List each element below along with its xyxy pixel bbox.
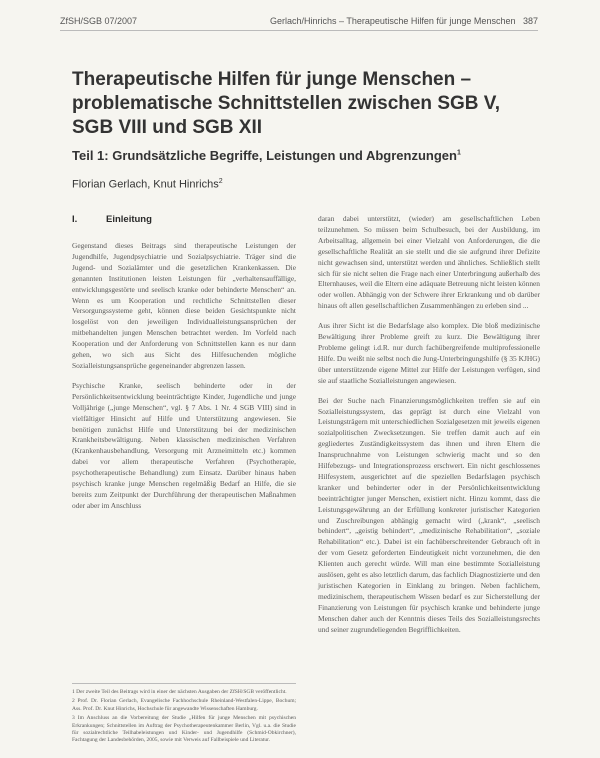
- article-subtitle: [72, 148, 542, 163]
- running-header: [60, 14, 538, 31]
- running-title: Gerlach/Hinrichs – Therapeutische Hilfen für junge Menschen: [270, 16, 516, 26]
- body-paragraph: Bei der Suche nach Finanzierungsmöglichkeiten treffen sie auf ein Sozialleistungssystem, das geprägt ist durch eine Vielzahl von Leistungsträgern mit unterschiedlichen Sozialgesetzen mit jeweils eigenen sozialpolitischen Zwecksetzungen. Sie treffen damit auch auf ein gegliedertes Zuständigkeitssystem das ihnen und ihren Eltern die Inanspruchnahme von Leistungen schwierig macht und so den Hilfebezugs- und Integrationsprozess erschwert. Ein nicht geschlossenes Hilfesystem, ausgerichtet auf die speziellen Bedarfslagen psychisch kranker und behinderter oder in der Persönlichkeitsentwicklung beeinträchtigter junger Menschen, existiert nicht. Hinzu kommt, dass die Leistungsgewährung an der Erfüllung konkreter juristischer Kategorien und Zuschreibungen abhängig gemacht wird („krank“, „seelisch behindert“, „geistig behindert“, „medizinische Rehabilitation“, „soziale Rehabilitation“ etc.). Dabei ist ein fachüberschreitender Gebrauch oft in der vom Gesetz geforderten Eindeutigkeit nicht vorzunehmen, die den Klienten auch gerecht würde. Will man eine bestimmte Sozialleistung auslösen, geht es also letztlich darum, das fachlich Diagnostizierte und den juristischen Kategorien in Einklang zu bringen. Neben fachlichem, medizinischem, therapeutischem Wissen bedarf es zur Sicherstellung der Finanzierung von Leistungen für psychisch kranke und behinderte junge Menschen daher auch der Kenntnis dieses Teils des Sozialleistungsrechts und seiner zugrundeliegenden Begrifflichkeiten.: [318, 395, 540, 634]
- footnotes: [72, 683, 296, 747]
- subtitle-text: Teil 1: Grundsätzliche Begriffe, Leistungen und Abgrenzungen: [72, 148, 457, 163]
- article-title: Therapeutische Hilfen für junge Menschen – problematische Schnittstellen zwischen SGB V, SGB VIII und SGB XII: [72, 69, 500, 138]
- footnote: 3 Im Anschluss an die Vorbereitung der Studie „Hilfen für junge Menschen mit psychischen Erkrankungen; Schnittstellen im Auftrag der Psychotherapeutenkammer Berlin, Vgl. u.a. die Studie für sozialrechtliche Teilhabeleistungen und Kinder- und Jugendhilfe (Schmid-Obkirchner), Fachtagung der Landesbehörden, 2005, sowie mit Verweis auf Fallbeispiele und Literatur.: [72, 715, 296, 744]
- body-paragraph: daran dabei unterstützt, (wieder) am gesellschaftlichen Leben teilzunehmen. So müssen beim Schulbesuch, bei der Ausbildung, im Arbeitsalltag, allgemein bei einer Vielzahl von Anforderungen, die die gesellschaftliche Realität an sie stellt und die sie aufgrund ihrer Defizite nicht gewachsen sind, unterstützt werden und ähnliches. Schließlich stellt sich für sie nicht selten die Frage nach einer Unterbringung außerhalb des Elternhauses, weil die Eltern eine adäquate Betreuung nicht leisten können oder wollen. Abhängig von der Schwere ihrer Erkrankung und ob darüber hinaus oft allen gesellschaftlichen Zusammenhängen zu erleben sind ...: [318, 214, 540, 311]
- section-number: I.: [72, 214, 78, 225]
- body-paragraph: Gegenstand dieses Beitrags sind therapeutische Leistungen der Jugendhilfe, Jugendpsychiatrie und Sozialpsychiatrie. Träger sind die Jugend- und Sozialämter und die gesetzlichen Krankenkassen. Die genannten Institutionen leisten Leistungen für „verhaltensauffällige, entwicklungsgestörte und seelisch kranke oder behinderte Menschen“ an. Wenn es um Kooperation und rechtliche Schnittstellen dieser Versorgungssysteme geht, können diese beiden Gesichtspunkte nicht losgelöst von den jeweiligen Individualleistungsansprüchen der mitbehandelten jungen Menschen betrachtet werden. Im Vorfeld nach Kooperation und der Anforderung von Schnittstellen kann es nur dann gehen, wo sich aus Sicht des Hilfesuchenden mögliche Sozialleistungsansprüche gegeneinander abgrenzen lassen.: [72, 241, 296, 370]
- section-heading: [72, 214, 296, 225]
- body-paragraph: Psychische Kranke, seelisch behinderte oder in der Persönlichkeitsentwicklung beeinträchtigte Kinder, Jugendliche und junge Volljährige („junge Menschen“, vgl. § 7 Abs. 1 Nr. 4 SGB VIII) sind in vielfältiger Hinsicht auf Hilfe und Unterstützung angewiesen. Sie benötigen zunächst Hilfe und Unterstützung bei der medizinischen Krankheitsbewältigung. Neben klassischen medizinischen Verfahren (Krankenhausbehandlung, Versorgung mit Arzneimitteln etc.) kommen dabei vor allem therapeutische Verfahren (Psychotherapie, psychotherapeutische Behandlung) zum Einsatz. Darüber hinaus haben psychisch kranke junge Menschen regelmäßig Bedarf an Hilfe, die sie bereits zum Zeitpunkt der Durchführung der therapeutischen Maßnahmen oder aber im Anschluss: [72, 380, 296, 510]
- article-authors: [72, 178, 223, 191]
- footnote: 1 Der zweite Teil des Beitrags wird in einer der nächsten Ausgaben der ZfSH/SGB veröffentlicht.: [72, 689, 287, 695]
- page-number: 387: [522, 16, 538, 26]
- section-title: Einleitung: [106, 214, 152, 225]
- body-paragraph: Aus ihrer Sicht ist die Bedarfslage also komplex. Die bloß medizinische Bewältigung ihrer Probleme greift zu kurz. Die Bewältigung ihrer Probleme gelingt i.d.R. nur durch fachübergreifende multiprofessionelle Hilfe. Du weißt nie selbst noch die Jung-Unterbringungshilfe (§ 35 KJHG) über unterstützende eigene Mittel zur Hilfe der Leistungen verfügen, sind sie auf staatliche Sozialleistungen angewiesen.: [318, 321, 540, 385]
- right-column: [318, 214, 540, 645]
- subtitle-footnote-marker: 1: [456, 149, 461, 157]
- authors-footnote-marker: 2: [218, 178, 223, 185]
- left-column: [72, 214, 296, 521]
- authors-text: Florian Gerlach, Knut Hinrichs: [72, 178, 219, 191]
- journal-issue: ZfSH/SGB 07/2007: [60, 16, 138, 26]
- footnote: 2 Prof. Dr. Florian Gerlach, Evangelische Fachhochschule Rheinland-Westfalen-Lippe, Bochum; Ass. Prof. Dr. Knut Hinrichs, Hochschule für angewandte Wissenschaften Hamburg.: [72, 698, 296, 712]
